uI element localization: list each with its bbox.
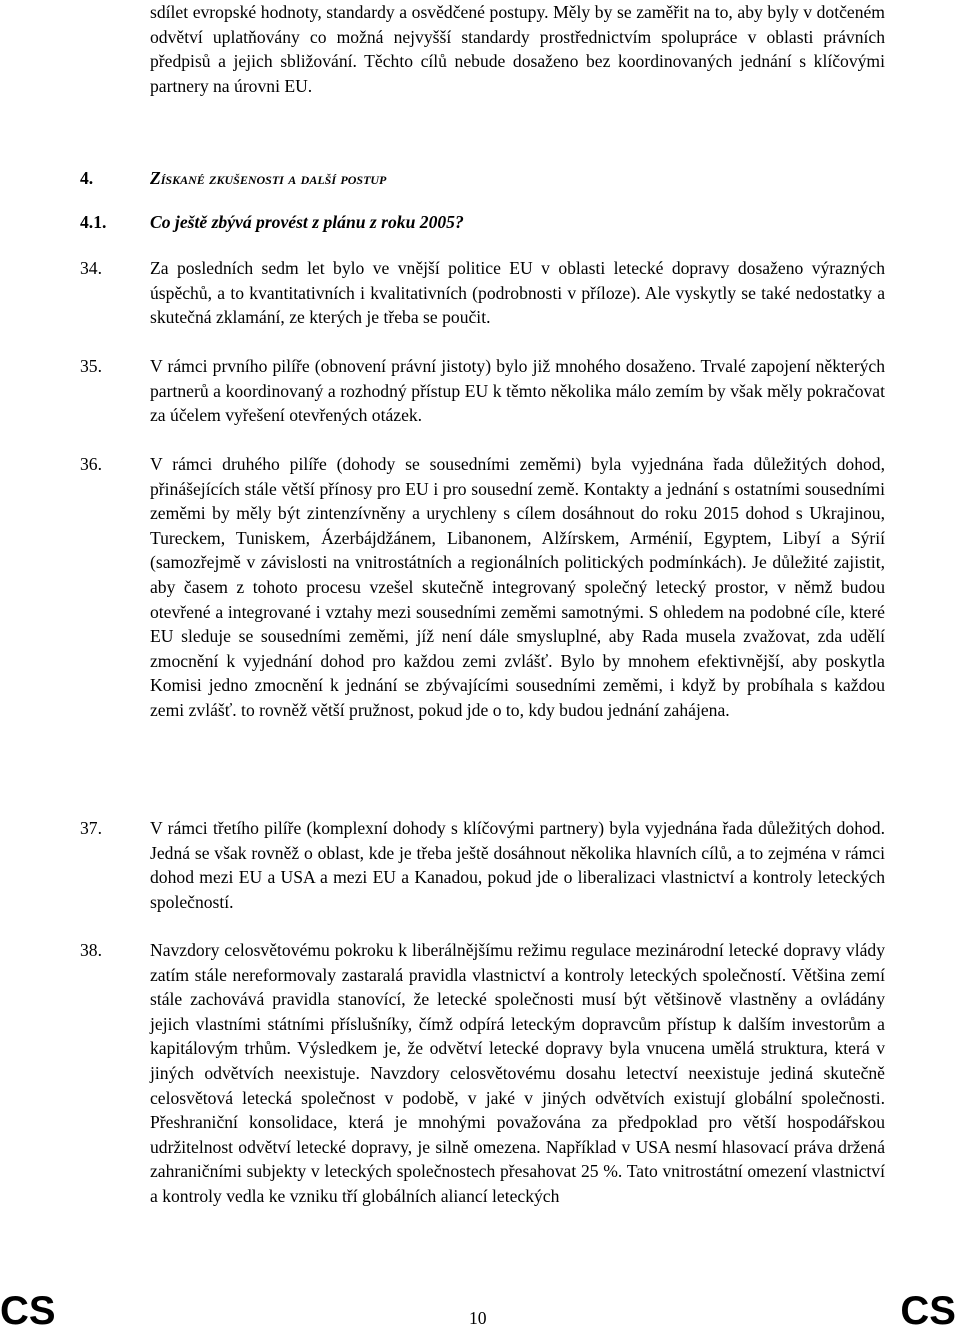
paragraph-number: 38. — [80, 940, 102, 960]
paragraph-text: Navzdory celosvětovému pokroku k liberálnějšímu režimu regulace mezinárodní letecké dopravy vlády zatím stále nereformovaly zastaralá pravidla vlastnictví a kontroly leteckých společností. Většina zemí stále zachovává pravidla stanovící, že letecké společnosti musí být většinově vlastněny a ovládány jejich vlastními státními příslušníky, čímž odpírá leteckým dopravcům přístup k dalším investorům a kapitálovým trhům. Výsledkem je, že odvětví letecké dopravy byla vnucena umělá struktura, která v jiných odvětvích neexistuje. Navzdory celosvětovému dosahu letectví neexistuje jediná skutečně celosvětová letecká společnost v podobě, v jaké v jiných odvětvích existují globální společnosti. Přeshraniční konsolidace, která je mnohými považována za předpoklad pro větší hospodářskou udržitelnost odvětví letecké dopravy, je silně omezena. Například v USA nesmí hlasovací práva držená zahraničními subjekty v leteckých společnostech přesahovat 25 %. Tato vnitrostátní omezení vlastnictví a kontroly vedla ke vzniku tří globálních aliancí leteckých — [150, 940, 885, 1206]
section-title: Získané zkušenosti a další postup — [150, 168, 387, 188]
numbered-paragraph-35 — [80, 354, 885, 428]
numbered-paragraph-36 — [80, 452, 885, 723]
intro-paragraph: sdílet evropské hodnoty, standardy a osvědčené postupy. Měly by se zaměřit na to, aby byly v dotčeném odvětví uplatňovány co možná nejvyšší standardy prostřednictvím spolupráce v oblasti právních předpisů a jejich sbližování. Těchto cílů nebude dosaženo bez koordinovaných jednání s klíčovými partnery na úrovni EU. — [150, 2, 885, 96]
footer-language-code-left: CS — [0, 1289, 56, 1333]
numbered-paragraph-34 — [80, 256, 885, 330]
paragraph-number: 37. — [80, 818, 102, 838]
footer-language-code-right: CS — [900, 1289, 956, 1333]
paragraph-text: V rámci třetího pilíře (komplexní dohody s klíčovými partnery) byla vyjednána řada důležitých dohod. Jedná se však rovněž o oblast, kde je třeba ještě dosáhnout několika hlavních cílů, a to zejména v rámci dohod mezi EU a USA a mezi EU a Kanadou, pokud jde o liberalizaci vlastnictví a kontroly leteckých společností. — [150, 818, 885, 912]
section-number: 4. — [80, 168, 94, 188]
subsection-title: Co ještě zbývá provést z plánu z roku 2005? — [150, 212, 464, 232]
paragraph-text: V rámci prvního pilíře (obnovení právní jistoty) bylo již mnohého dosaženo. Trvalé zapojení některých partnerů a koordinovaný a rozhodný přístup EU k těmto několika málo zemím by však měly pokračovat za účelem vyřešení otevřených otázek. — [150, 356, 885, 426]
paragraph-text: Za posledních sedm let bylo ve vnější politice EU v oblasti letecké dopravy dosaženo výrazných úspěchů, a to kvantitativních i kvalitativních (podrobnosti v příloze). Ale vyskytly se také nedostatky a skutečná zklamání, ze kterých je třeba se poučit. — [150, 258, 885, 328]
paragraph-number: 35. — [80, 356, 102, 376]
numbered-paragraph-37 — [80, 816, 885, 914]
page-number: 10 — [469, 1308, 487, 1328]
paragraph-text: V rámci druhého pilíře (dohody se sousedními zeměmi) byla vyjednána řada důležitých dohod, přinášejících stále větší přínosy pro EU i pro sousední země. Kontakty a jednání s ostatními sousedními zeměmi by měly být zintenzívněny a urychleny s cílem dosáhnout do roku 2015 dohod s Ukrajinou, Tureckem, Tuniskem, Ázerbájdžánem, Libanonem, Alžírskem, Arménií, Egyptem, Libyí a Sýrií (samozřejmě v závislosti na vnitrostátních a regionálních politických podmínkách). Je důležité zajistit, aby časem z tohoto procesu vzešel skutečně integrovaný společný letecký prostor, v němž budou otevřené a integrované i vztahy mezi sousedními zeměmi samotnými. S ohledem na podobné cíle, které EU sleduje se sousedními zeměmi, jíž není dále smysluplné, aby Rada musela zvažovat, zda udělí zmocnění k vyjednání dohod pro každou zemi zvlášť. Bylo by mnohem efektivnější, aby poskytla Komisi jedno zmocnění k jednání se zbývajícími sousedními zeměmi, i když by probíhala s každou zemi zvlášť. to rovněž větší pružnost, pokud jde o to, kdy budou jednání zahájena. — [150, 454, 885, 720]
paragraph-number: 36. — [80, 454, 102, 474]
subsection-number: 4.1. — [80, 212, 107, 232]
numbered-paragraph-38 — [80, 938, 885, 1209]
paragraph-number: 34. — [80, 258, 102, 278]
